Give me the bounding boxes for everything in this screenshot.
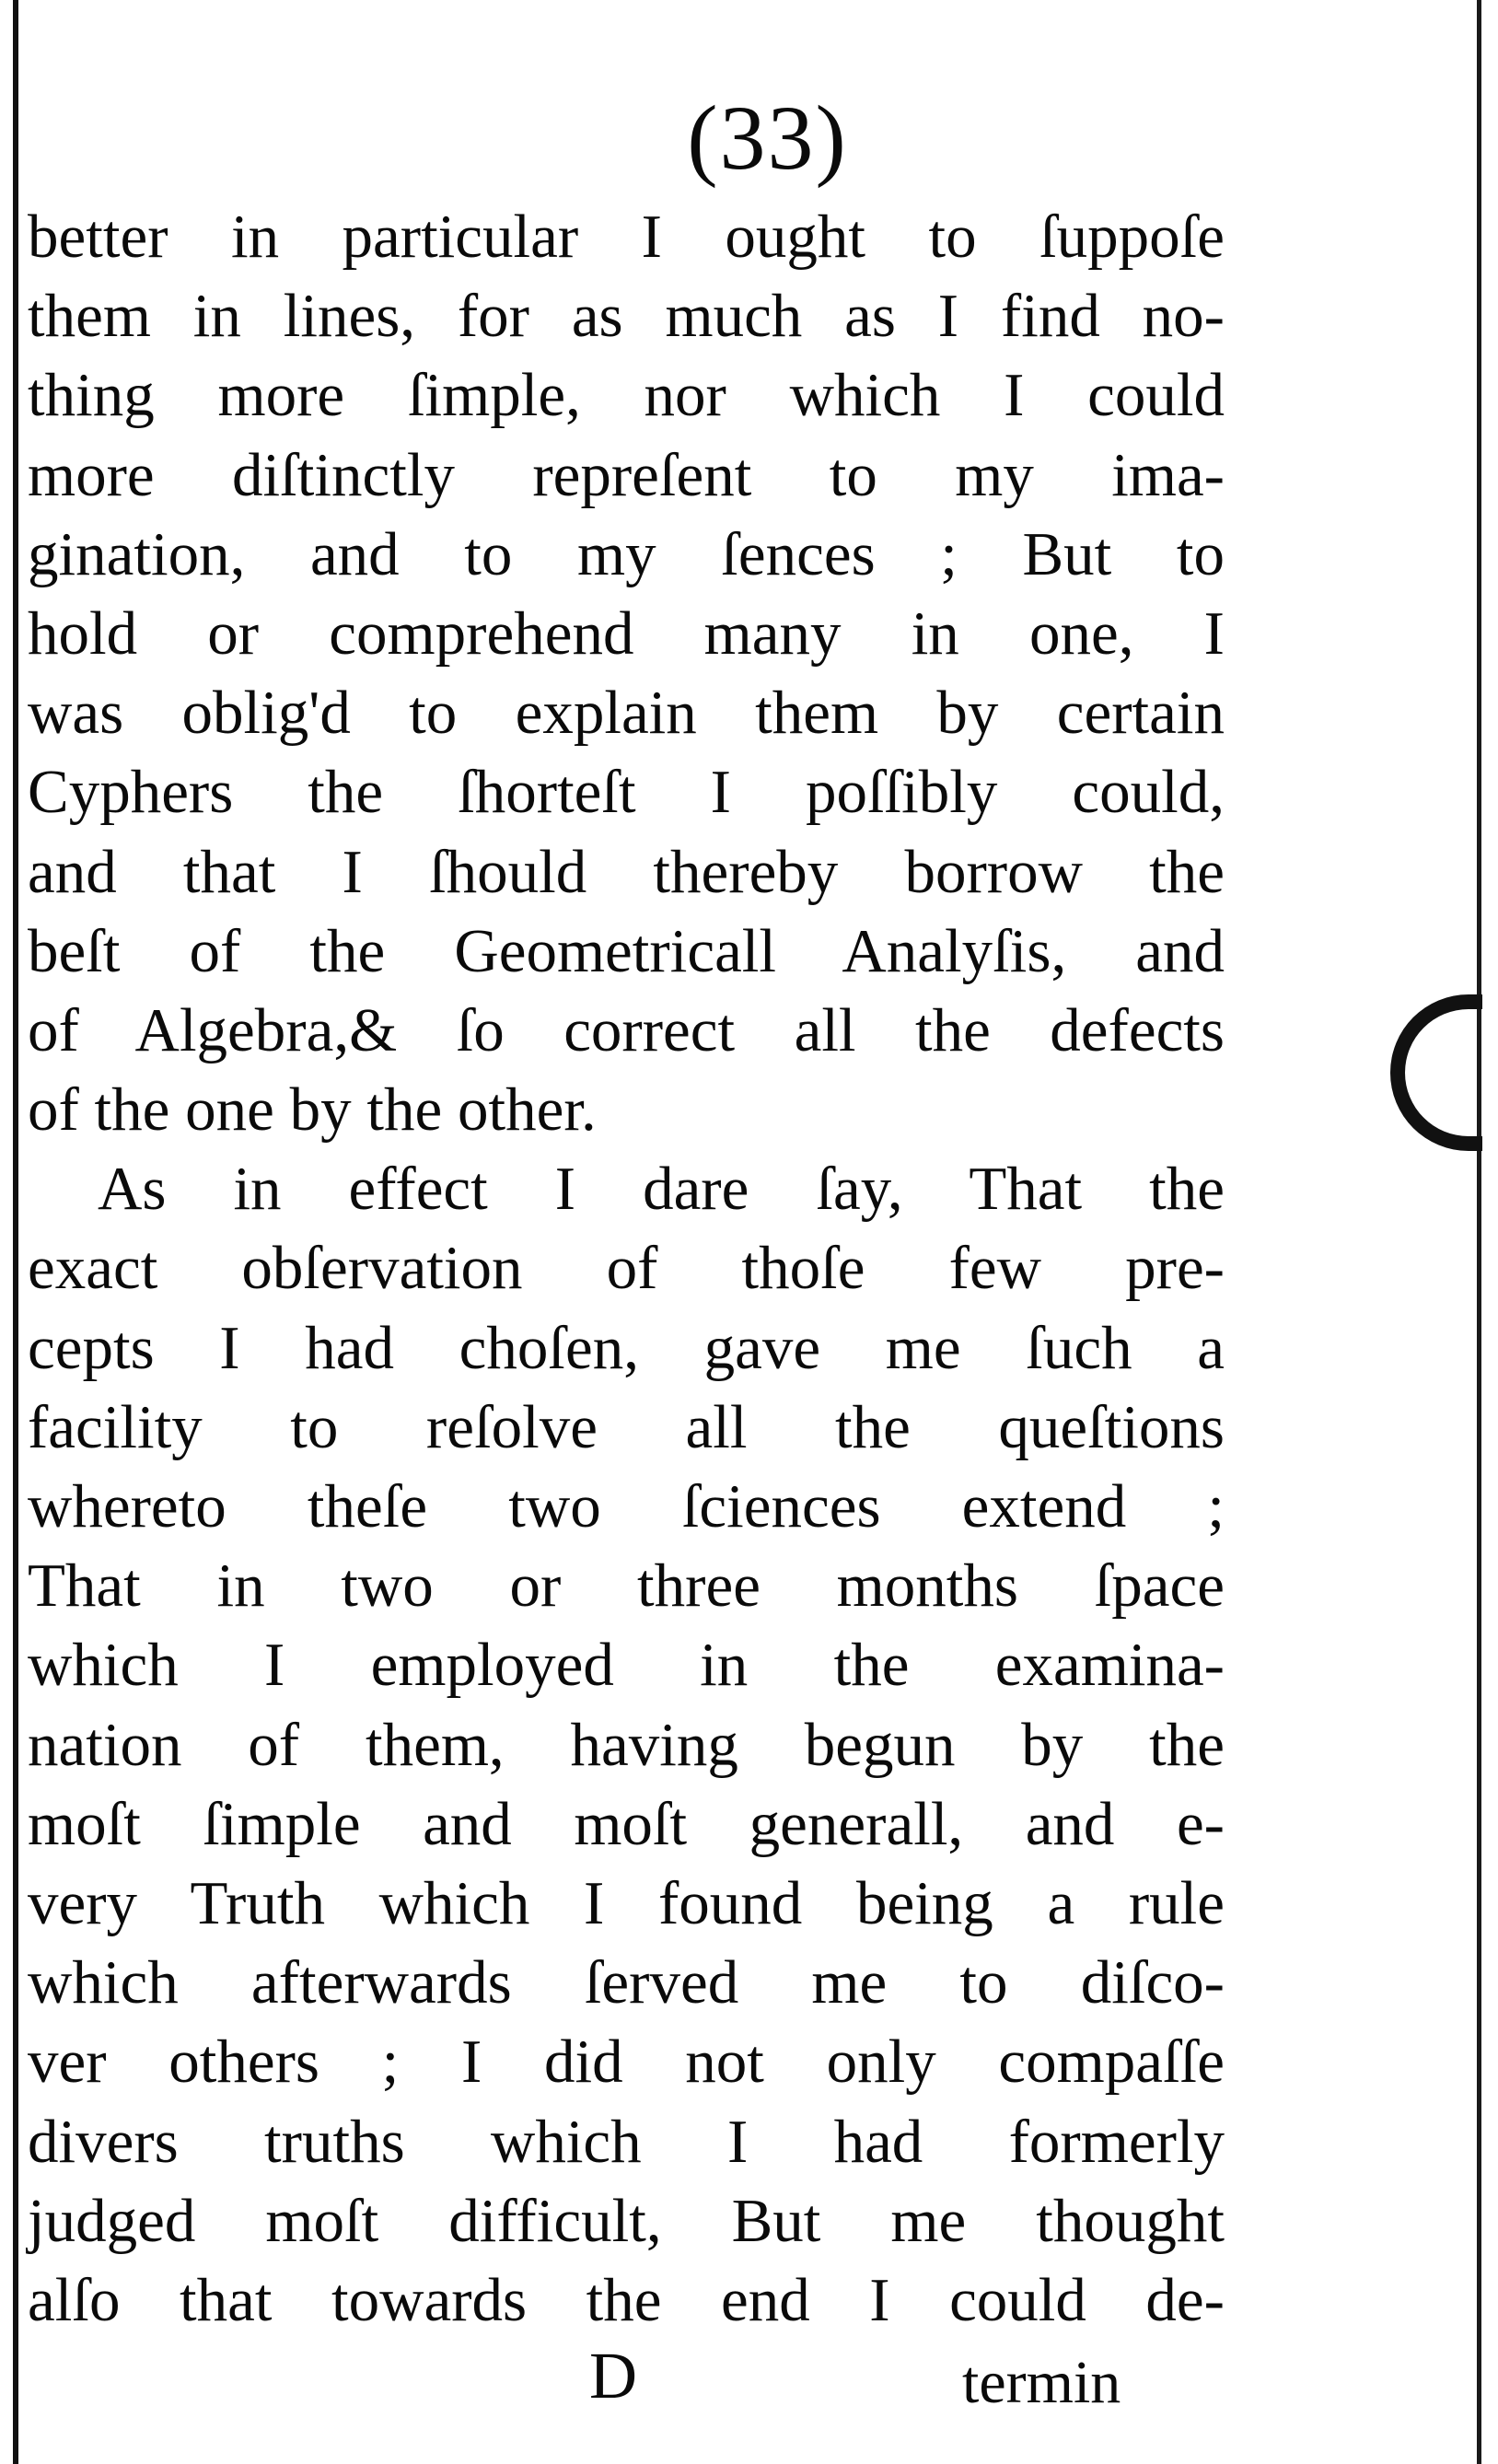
text-line: Cyphers the ſhorteſt I poſſibly could, bbox=[28, 758, 1225, 827]
text-line: of Algebra,& ſo correct all the defects bbox=[28, 995, 1225, 1064]
text-line: and that I ſhould thereby borrow the bbox=[28, 837, 1225, 906]
signature-mark: D bbox=[589, 2339, 637, 2412]
paragraph bbox=[28, 1149, 1225, 2340]
text-line: cepts I had choſen, gave me ſuch a bbox=[28, 1313, 1225, 1382]
text-line: thing more ſimple, nor which I could bbox=[28, 361, 1225, 430]
text-line: judged moſt difficult, But me thought bbox=[28, 2186, 1225, 2255]
catchword: termin bbox=[962, 2349, 1121, 2416]
facing-page-bracket-mark bbox=[1390, 994, 1482, 1151]
text-line: them in lines, for as much as I find no- bbox=[28, 282, 1225, 351]
text-line: was oblig'd to explain them by certain bbox=[28, 679, 1225, 748]
paragraph bbox=[28, 197, 1225, 1149]
text-line: As in effect I dare ſay, That the bbox=[98, 1155, 1225, 1224]
text-line: gination, and to my ſences ; But to bbox=[28, 519, 1225, 588]
text-line: whereto theſe two ſciences extend ; bbox=[28, 1472, 1225, 1540]
text-line: facility to reſolve all the queſtions bbox=[28, 1392, 1225, 1461]
text-line: divers truths which I had formerly bbox=[28, 2107, 1225, 2176]
text-line: beſt of the Geometricall Analyſis, and bbox=[28, 916, 1225, 985]
text-line: alſo that towards the end I could de- bbox=[28, 2265, 1225, 2334]
text-line: more diſtinctly repreſent to my ima- bbox=[28, 440, 1225, 509]
text-line: better in particular I ought to ſuppoſe bbox=[28, 203, 1225, 271]
text-line: moſt ſimple and moſt generall, and e- bbox=[28, 1789, 1225, 1858]
text-line: very Truth which I found being a rule bbox=[28, 1868, 1225, 1937]
page-right-edge bbox=[1477, 0, 1481, 2464]
text-line: which afterwards ſerved me to diſco- bbox=[28, 1948, 1225, 2017]
text-line: which I employed in the examina- bbox=[28, 1631, 1225, 1700]
page-left-edge bbox=[13, 0, 18, 2464]
body-text bbox=[28, 197, 1225, 2340]
text-line: exact obſervation of thoſe few pre- bbox=[28, 1234, 1225, 1303]
text-line: hold or comprehend many in one, I bbox=[28, 599, 1225, 668]
text-line: ver others ; I did not only compaſſe bbox=[28, 2028, 1225, 2097]
page-number: (33) bbox=[687, 87, 848, 189]
text-line: of the one by the other. bbox=[28, 1075, 597, 1145]
text-line: nation of them, having begun by the bbox=[28, 1710, 1225, 1779]
text-line: That in two or three months ſpace bbox=[28, 1552, 1225, 1621]
